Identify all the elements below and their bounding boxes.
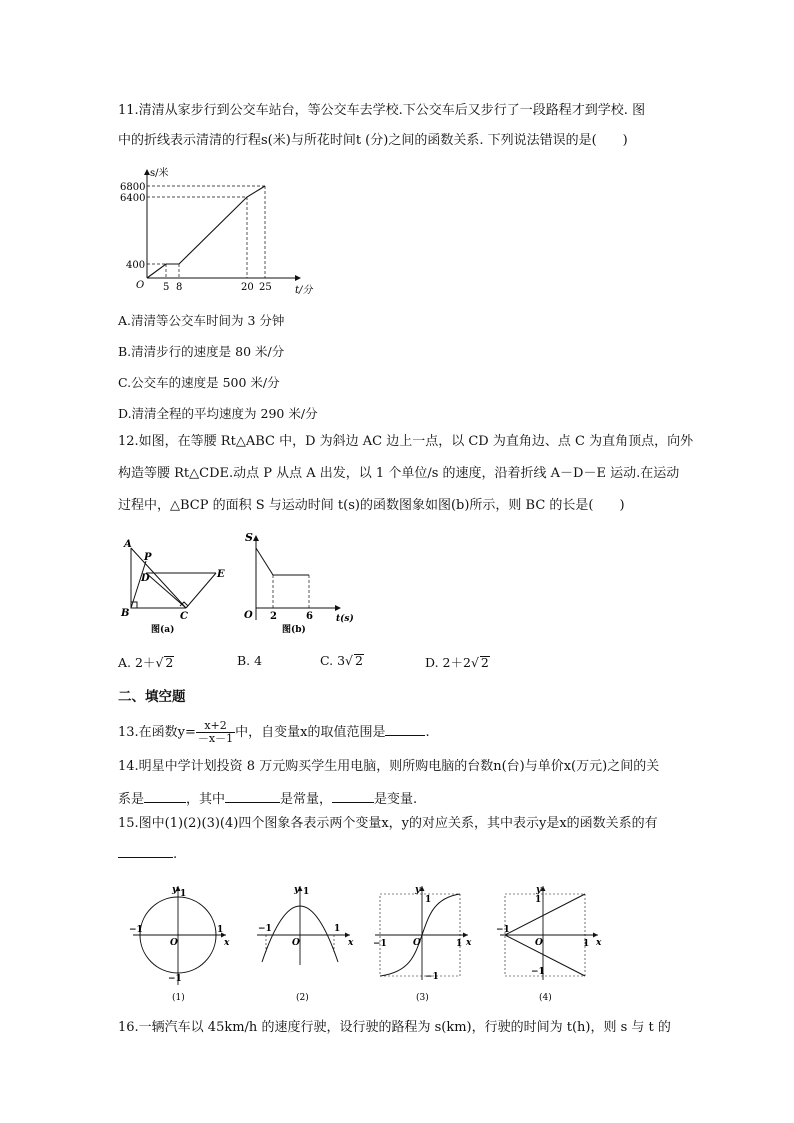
q11-option-d: D.清清全程的平均速度为 290 米/分 (118, 406, 318, 421)
q15-g1-x: x (224, 938, 230, 948)
q13-denominator: －x－1 (197, 732, 234, 745)
q15-g2-neg1x: −1 (258, 924, 272, 934)
q12-figure-b (240, 530, 355, 640)
q15-g4-neg1y: −1 (531, 967, 545, 977)
q12-line3: 过程中，△BCP 的面积 S 与运动时间 t(s)的函数图象如图(b)所示，则 BC 的长是( ) (118, 498, 625, 513)
q11-xtick-20: 20 (241, 282, 254, 293)
sqrt-sign: √ (155, 655, 164, 670)
q15-g1-neg1x: −1 (129, 925, 143, 935)
q15-graph-4 (495, 880, 605, 1005)
q15-graph-1 (128, 880, 233, 1005)
q15-graph-2 (252, 880, 357, 1005)
q15-g1-pos1x: 1 (217, 925, 224, 935)
sqrt-sign: √ (345, 653, 353, 668)
q11-y-label: s/米 (150, 168, 169, 179)
sqrt-sign: √ (470, 655, 479, 670)
q11-origin: O (136, 280, 145, 291)
q15-g3-neg1y: −1 (425, 972, 439, 982)
q15-g4-y: y (536, 885, 542, 895)
q13-prefix: 13.在函数y= (118, 725, 196, 740)
q12-figure-a (116, 533, 236, 638)
q15-line1: 15.图中(1)(2)(3)(4)四个图象各表示两个变量x，y的对应关系，其中表示y是x的函数关系的有 (118, 816, 658, 831)
q12-option-a-radicand: 2 (165, 655, 174, 670)
q12-caption-a: 图(a) (151, 625, 175, 635)
q15-g3-o: O (413, 938, 421, 948)
q12-b-tick-6: 6 (306, 611, 313, 622)
q12-label-e: E (217, 569, 225, 580)
q15-answer-blank[interactable] (118, 845, 173, 858)
q11-ytick-400: 400 (126, 260, 146, 271)
q15-g4-neg1x: −1 (496, 925, 510, 935)
q15-g4-caption: (4) (539, 993, 552, 1003)
q12-b-y-label: S (245, 531, 253, 544)
q11-ytick-6800: 6800 (120, 182, 146, 193)
q15-g2-y: y (294, 885, 300, 895)
q12-caption-b: 图(b) (282, 625, 306, 635)
q13-answer-blank[interactable] (385, 723, 425, 736)
q15-graph-3 (370, 880, 475, 1005)
q11-option-b: B.清清步行的速度是 80 米/分 (118, 344, 285, 359)
q12-option-d-prefix: D. 2＋2 (425, 655, 471, 670)
q15-g3-x: x (466, 938, 472, 948)
q11-xtick-5: 5 (163, 282, 170, 293)
q11-x-label: t/分 (295, 285, 313, 296)
q13-end: . (425, 725, 430, 740)
q14-part3: 是常量， (280, 792, 333, 807)
q15-line2 (118, 845, 177, 863)
q13-suffix: 中，自变量x的取值范围是 (235, 725, 386, 740)
q11-graph (118, 165, 328, 300)
q12-label-c: C (180, 611, 188, 622)
q12-b-x-label: t(s) (336, 614, 354, 624)
q15-g3-neg1x: −1 (373, 939, 387, 949)
q12-label-a: A (124, 539, 132, 550)
q14-line2 (118, 790, 417, 808)
q11-ytick-6400: 6400 (120, 193, 146, 204)
q14-blank-constant[interactable] (225, 790, 280, 803)
q15-g4-x: x (596, 938, 602, 948)
q14-part2: ，其中 (186, 792, 226, 807)
q15-g1-caption: (1) (172, 993, 185, 1003)
q12-option-d (425, 653, 490, 671)
q15-g1-neg1y: −1 (168, 974, 182, 984)
q12-line2: 构造等腰 Rt△CDE.动点 P 从点 A 出发，以 1 个单位/s 的速度，沿着折线 A－D－E 运动.在运动 (118, 466, 680, 481)
section-fill-in-heading: 二、填空题 (118, 689, 186, 705)
q14-blank-variable[interactable] (332, 790, 374, 803)
q11-xtick-8: 8 (176, 282, 183, 293)
q14-part1: 系是 (118, 792, 145, 807)
q11-line1: 11.清清从家步行到公交车站台，等公交车去学校.下公交车后又步行了一段路程才到学校. 图 (118, 103, 646, 118)
q12-option-c (320, 653, 364, 668)
q13-line (118, 720, 430, 745)
q12-option-a (118, 653, 174, 671)
q11-option-c: C.公交车的速度是 500 米/分 (118, 375, 280, 390)
q14-blank-relation[interactable] (144, 790, 186, 803)
q11-line2: 中的折线表示清清的行程s(米)与所花时间t (分)之间的函数关系. 下列说法错误的是( ) (118, 133, 628, 148)
q15-g1-pos1y: 1 (180, 889, 187, 899)
q13-fraction (196, 720, 235, 745)
q15-g4-pos1y: 1 (535, 895, 542, 905)
q15-g4-pos1x: 1 (583, 939, 590, 949)
q15-g3-y: y (415, 885, 421, 895)
q14-part4: 是变量. (374, 792, 418, 807)
q11-option-a: A.清清等公交车时间为 3 分钟 (118, 313, 285, 328)
q12-option-c-prefix: C. 3 (320, 653, 346, 668)
q12-option-a-prefix: A. 2＋ (118, 655, 156, 670)
q15-g3-caption: (3) (416, 993, 429, 1003)
q16-line1: 16.一辆汽车以 45km/h 的速度行驶，设行驶的路程为 s(km)，行驶的时间为 t(h)，则 s 与 t 的 (118, 1020, 671, 1035)
q15-g4-o: O (535, 938, 543, 948)
q12-label-d: D (141, 573, 150, 584)
q12-b-tick-2: 2 (270, 611, 277, 622)
q15-g1-y: y (172, 885, 178, 895)
q12-b-origin: O (244, 610, 253, 621)
q12-line1: 12.如图，在等腰 Rt△ABC 中，D 为斜边 AC 边上一点，以 CD 为直角边、点 C 为直角顶点，向外 (118, 434, 694, 449)
q12-label-b: B (121, 608, 130, 619)
q15-end: . (173, 847, 178, 862)
q12-option-d-radicand: 2 (480, 655, 489, 670)
q12-option-b: B. 4 (237, 653, 263, 668)
q14-line1: 14.明星中学计划投资 8 万元购买学生用电脑，则所购电脑的台数n(台)与单价x(万元)之间的关 (118, 759, 660, 774)
q15-g2-x: x (348, 938, 354, 948)
q15-g2-pos1x: 1 (334, 924, 341, 934)
q15-g2-caption: (2) (296, 993, 309, 1003)
q12-label-p: P (144, 552, 152, 563)
q12-option-c-radicand: 2 (355, 653, 363, 668)
q15-g2-pos1y: 1 (303, 887, 310, 897)
q15-g1-o: O (170, 938, 178, 948)
q15-g3-pos1x: 1 (456, 939, 463, 949)
q15-g3-pos1y: 1 (425, 895, 432, 905)
q11-xtick-25: 25 (259, 282, 272, 293)
q13-numerator: x+2 (196, 720, 235, 733)
q15-g2-o: O (292, 938, 300, 948)
